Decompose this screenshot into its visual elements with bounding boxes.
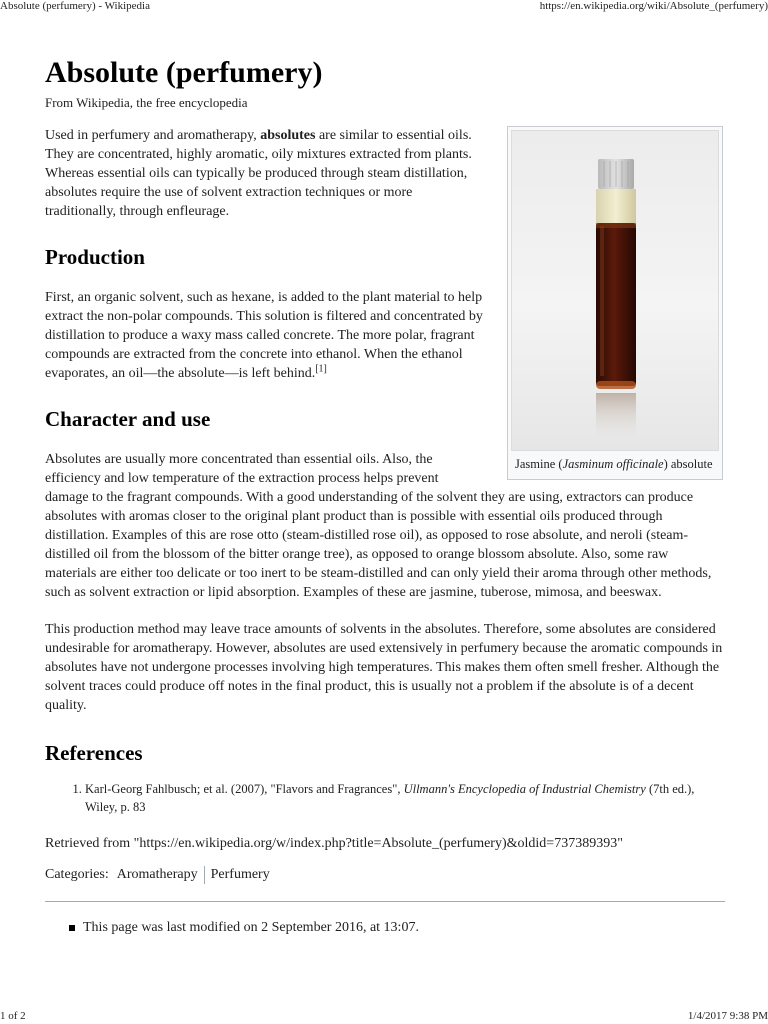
article-content [45, 52, 723, 937]
jasmine-absolute-image[interactable] [511, 130, 719, 451]
reference-item [85, 780, 723, 816]
footer-info-list [45, 918, 723, 937]
footer-divider [45, 901, 725, 902]
page-tagline: From Wikipedia, the free encyclopedia [45, 95, 248, 110]
intro-bold-term: absolutes [260, 128, 316, 143]
section-heading-character: Character and use [45, 407, 211, 431]
page-title: Absolute (perfumery) [45, 56, 323, 89]
print-timestamp: 1/4/2017 9:38 PM [687, 1010, 768, 1022]
reference-text: Karl-Georg Fahlbusch; et al. (2007), "Flavors and Fragrances", [85, 782, 404, 796]
image-caption [511, 451, 719, 476]
print-page-number: 1 of 2 [0, 1010, 26, 1022]
intro-text: Used in perfumery and aromatherapy, [45, 128, 261, 143]
character-paragraph-1: Absolutes are usually more concentrated than essential oils. Also, the efficiency and low temperature of the extraction process helps prevent damage to the fragrant compounds. With a good understanding of the solvent they are using, extractors can produce absolutes with aromas closer to the original plant product than is possible with essential oils produced through distillation. Examples of this are rose otto (steam-distilled rose oil), as opposed to rose absolute, and neroli (steam-distilled oil from the blossom of the bitter orange tree), as opposed to orange blossom absolute. Also, some raw materials are either too delicate or too inert to be steam-distilled and can only yield their aroma through other methods, such as solvent extraction or lipid absorption. Examples of these are jasmine, tuberose, mimosa, and beeswax. [45, 452, 712, 600]
references-list [45, 780, 723, 816]
vial-illustration [512, 131, 719, 451]
print-header [0, 0, 768, 14]
section-heading-references: References [45, 741, 143, 765]
image-thumbnail [507, 126, 723, 480]
production-text: First, an organic solvent, such as hexane, is added to the plant material to help extract the non-polar compounds. This solution is filtered and concentrated by distillation to produce a waxy mass called concrete. The more polar, fragrant compounds are extracted from the concrete into ethanol. When the ethanol evaporates, an oil—the absolute—is left behind. [45, 290, 483, 381]
citation-link[interactable]: [1] [315, 363, 327, 375]
category-link-perfumery[interactable]: Perfumery [210, 867, 270, 882]
character-paragraph-2: This production method may leave trace amounts of solvents in the absolutes. Therefore, some absolutes are considered undesirable for aromatherapy. However, absolutes are used extensively in perfumery because the aromatic compounds in absolutes have not undergone processes involving high temperatures. This makes them often smell fresher. Although the solvent traces could produce off notes in the final product, this is usually not a problem if the absolute is of a decent quality. [45, 622, 723, 713]
categories-bar [45, 865, 723, 885]
print-header-title: Absolute (perfumery) - Wikipedia [0, 0, 150, 12]
print-header-url[interactable]: https://en.wikipedia.org/wiki/Absolute_(perfumery) [539, 0, 768, 12]
intro-text-end: are similar to essential oils. They are concentrated, highly aromatic, oily mixtures extracted from plants. Whereas essential oils can typically be produced through steam distillation, absolutes require the use of solvent extraction techniques or more traditionally, through enfleurage. [45, 128, 472, 219]
last-modified-item: This page was last modified on 2 September 2016, at 13:07. [69, 918, 723, 937]
category-link-aromatherapy[interactable]: Aromatherapy [116, 867, 198, 882]
caption-text-end: ) absolute [663, 457, 713, 471]
caption-species-link[interactable]: Jasminum officinale [562, 457, 664, 471]
retrieved-from: Retrieved from "https://en.wikipedia.org/w/index.php?title=Absolute_(perfumery)&oldid=737389393" [45, 836, 623, 851]
section-heading-production: Production [45, 245, 145, 269]
reference-text-end: (7th ed.), Wiley, p. 83 [85, 782, 695, 814]
reference-work-title: Ullmann's Encyclopedia of Industrial Chemistry [403, 782, 646, 796]
categories-label: Categories: [45, 867, 109, 882]
print-footer [0, 1010, 768, 1024]
caption-text: Jasmine ( [515, 457, 563, 471]
